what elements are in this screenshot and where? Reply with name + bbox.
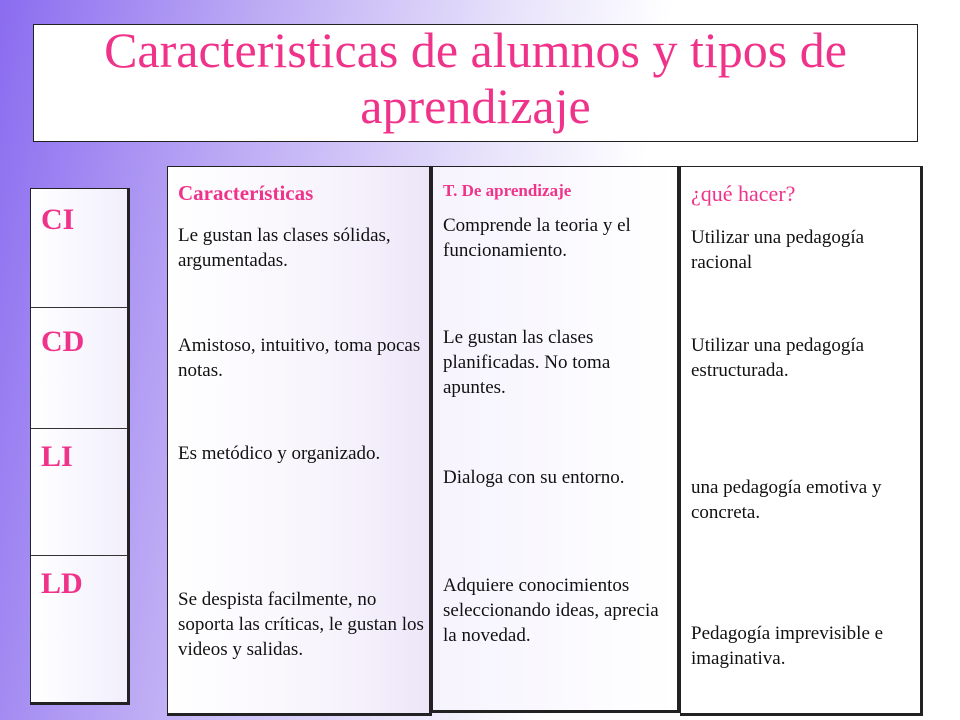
learning-type-cd: Le gustan las clases planificadas. No toma apuntes. — [443, 327, 611, 398]
code-divider — [31, 307, 128, 308]
code-divider — [31, 555, 128, 556]
code-ci: CI — [41, 203, 75, 236]
what-to-do-header: ¿qué hacer? — [691, 181, 796, 206]
code-divider — [31, 428, 128, 429]
action-li: una pedagogía emotiva y concreta. — [691, 477, 882, 523]
characteristic-cd: Amistoso, intuitivo, toma pocas notas. — [178, 335, 421, 381]
action-ld: Pedagogía imprevisible e imaginativa. — [691, 623, 884, 669]
characteristic-li: Es metódico y organizado. — [178, 443, 381, 464]
learning-type-ld: Adquiere conocimientos seleccionando ideas, aprecia la novedad. — [443, 575, 659, 646]
code-li: LI — [41, 440, 73, 473]
code-ld: LD — [41, 567, 83, 600]
characteristic-ld: Se despista facilmente, no soporta las críticas, le gustan los videos y salidas. — [178, 589, 424, 660]
learning-type-column — [432, 166, 680, 713]
code-cd: CD — [41, 325, 85, 358]
action-cd: Utilizar una pedagogía estructurada. — [691, 335, 865, 381]
learning-type-header: T. De aprendizaje — [443, 181, 572, 200]
characteristics-column — [167, 166, 432, 716]
characteristic-ci: Le gustan las clases sólidas, argumentadas. — [178, 225, 391, 271]
characteristics-header: Características — [178, 181, 314, 205]
learning-type-li: Dialoga con su entorno. — [443, 467, 625, 488]
learning-type-ci: Comprende la teoria y el funcionamiento. — [443, 215, 631, 261]
slide-title: Caracteristicas de alumnos y tipos de aprendizaje — [104, 22, 847, 134]
what-to-do-column — [680, 166, 923, 716]
action-ci: Utilizar una pedagogía racional — [691, 227, 865, 273]
learner-code-column — [30, 188, 130, 705]
